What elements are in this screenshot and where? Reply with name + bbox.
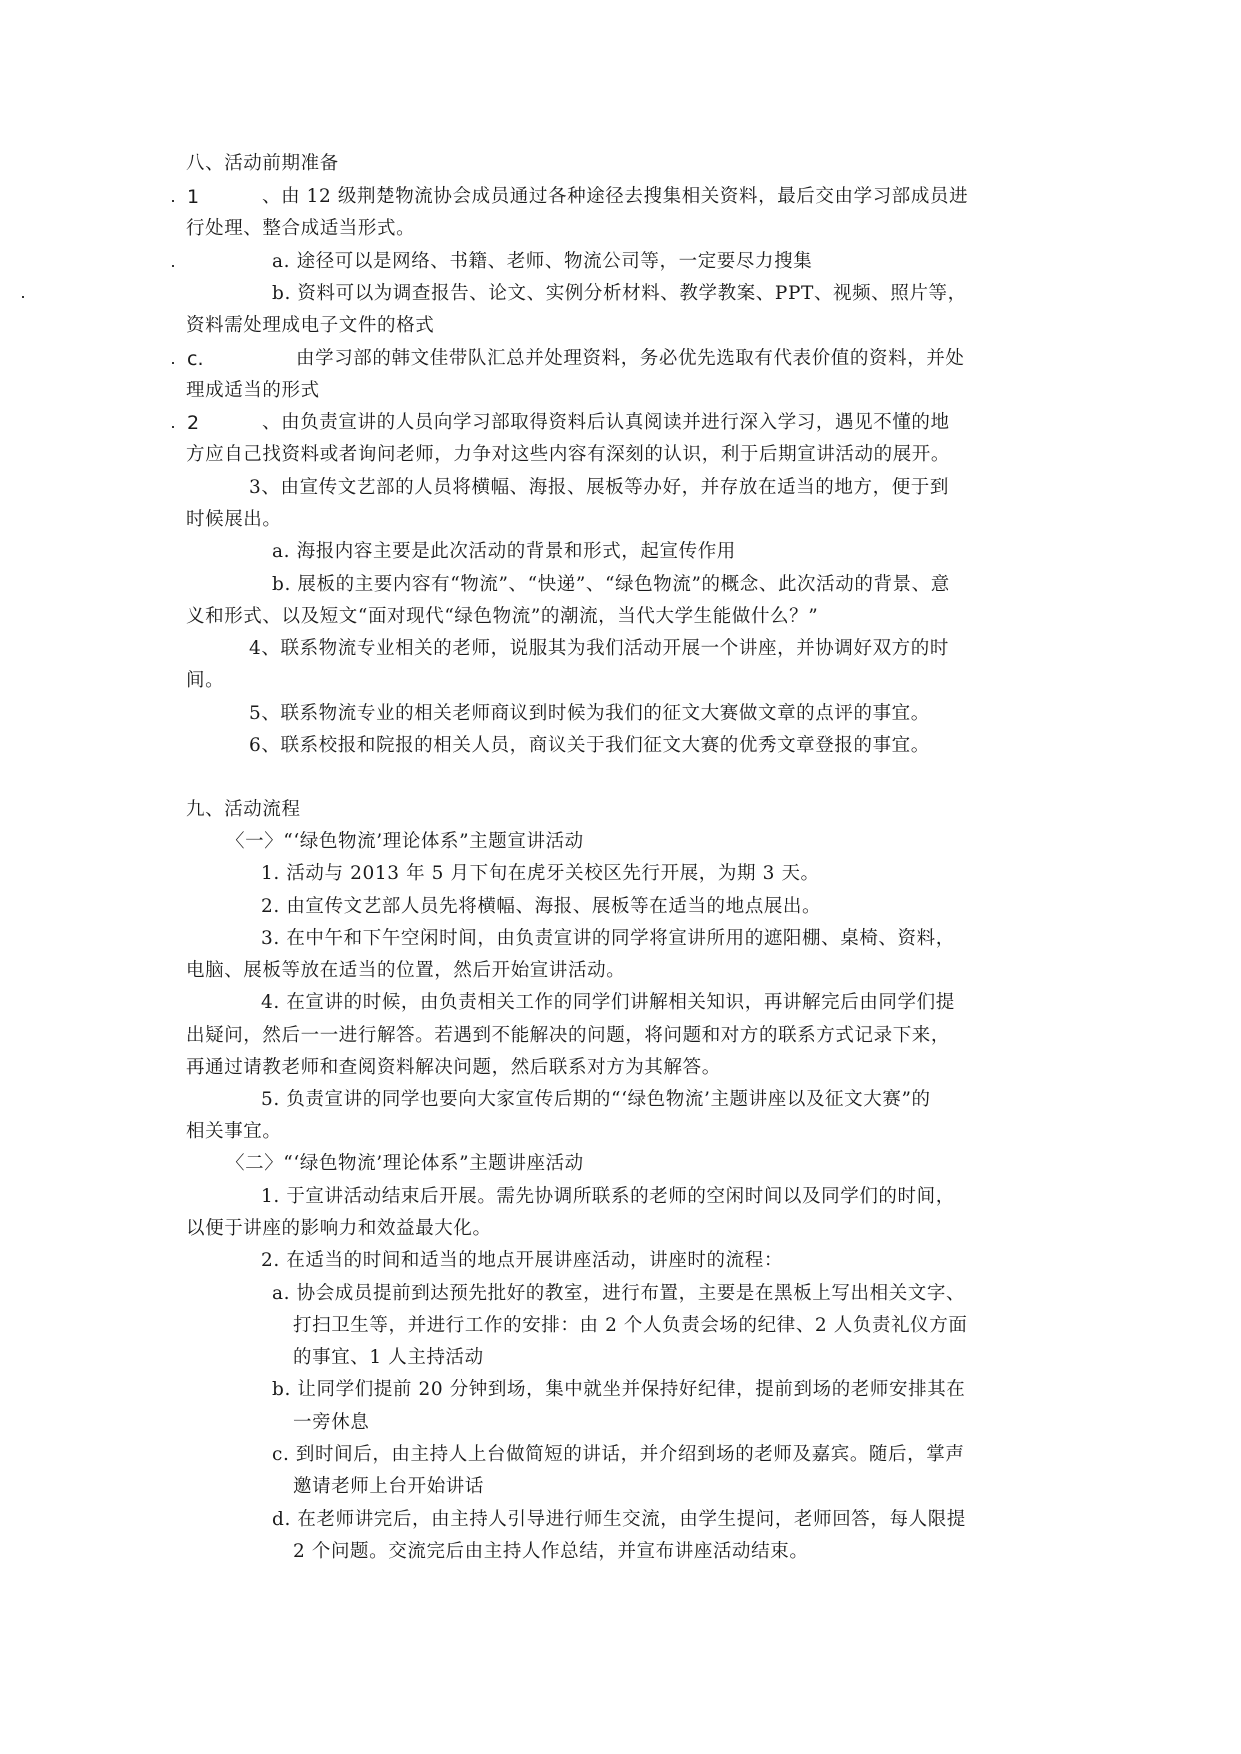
paragraph-line: 相关事宜。 bbox=[186, 1121, 282, 1142]
paragraph-line: 4、联系物流专业相关的老师，说服其为我们活动开展一个讲座，并协调好双方的时 bbox=[249, 638, 949, 659]
list-item: 2. 在适当的时间和适当的地点开展讲座活动，讲座时的流程： bbox=[261, 1250, 783, 1271]
paragraph-line: 2 个问题。交流完后由主持人作总结，并宣布讲座活动结束。 bbox=[293, 1541, 809, 1562]
paragraph-line: 再通过请教老师和查阅资料解决问题，然后联系对方为其解答。 bbox=[186, 1057, 721, 1078]
paragraph-line: 打扫卫生等，并进行工作的安排：由 2 个人负责会场的纪律、2 人负责礼仪方面 bbox=[293, 1315, 968, 1336]
list-number: 1 bbox=[187, 186, 200, 208]
list-item: 1. 于宣讲活动结束后开展。需先协调所联系的老师的空闲时间以及同学们的时间， bbox=[261, 1186, 955, 1207]
paragraph-line: 间。 bbox=[186, 670, 225, 691]
list-item: a. 途径可以是网络、书籍、老师、物流公司等，一定要尽力搜集 bbox=[272, 251, 813, 272]
subsection-heading: 〈一〉“‘绿色物流’理论体系”主题宣讲活动 bbox=[226, 831, 584, 852]
margin-mark bbox=[22, 296, 24, 298]
list-bullet-mark bbox=[172, 265, 174, 267]
paragraph-line: 6、联系校报和院报的相关人员，商议关于我们征文大赛的优秀文章登报的事宜。 bbox=[249, 735, 930, 756]
section-heading: 八、活动前期准备 bbox=[186, 153, 339, 174]
paragraph-line: 电脑、展板等放在适当的位置，然后开始宣讲活动。 bbox=[186, 960, 626, 981]
paragraph-line: 出疑问，然后一一进行解答。若遇到不能解决的问题，将问题和对方的联系方式记录下来， bbox=[186, 1025, 951, 1046]
paragraph-line: 邀请老师上台开始讲话 bbox=[293, 1476, 485, 1497]
paragraph-line: 、由负责宣讲的人员向学习部取得资料后认真阅读并进行深入学习，遇见不懂的地 bbox=[262, 412, 950, 433]
list-item: a. 海报内容主要是此次活动的背景和形式，起宣传作用 bbox=[272, 541, 736, 562]
list-item: 1. 活动与 2013 年 5 月下旬在虎牙关校区先行开展，为期 3 天。 bbox=[261, 863, 820, 884]
paragraph-line: 一旁休息 bbox=[293, 1412, 370, 1433]
section-heading: 九、活动流程 bbox=[186, 799, 301, 820]
paragraph-line: 、由 12 级荆楚物流协会成员通过各种途径去搜集相关资料，最后交由学习部成员进 bbox=[262, 186, 969, 207]
list-item: 5. 负责宣讲的同学也要向大家宣传后期的“‘绿色物流’主题讲座以及征文大赛”的 bbox=[261, 1089, 931, 1110]
list-number: 2 bbox=[187, 412, 200, 434]
list-bullet-mark bbox=[172, 426, 174, 428]
paragraph-line: 3、由宣传文艺部的人员将横幅、海报、展板等办好，并存放在适当的地方，便于到 bbox=[249, 477, 949, 498]
paragraph-line: 以便于讲座的影响力和效益最大化。 bbox=[186, 1218, 492, 1239]
list-item: 3. 在中午和下午空闲时间，由负责宣讲的同学将宣讲所用的遮阳棚、桌椅、资料， bbox=[261, 928, 955, 949]
list-bullet-mark bbox=[172, 200, 174, 202]
list-item: b. 展板的主要内容有“物流”、“快递”、“绿色物流”的概念、此次活动的背景、意 bbox=[272, 574, 950, 595]
paragraph-line: 5、联系物流专业的相关老师商议到时候为我们的征文大赛做文章的点评的事宜。 bbox=[249, 703, 930, 724]
paragraph-line: 义和形式、以及短文“面对现代“绿色物流”的潮流，当代大学生能做什么？” bbox=[186, 606, 819, 627]
list-item: c. 到时间后，由主持人上台做简短的讲话，并介绍到场的老师及嘉宾。随后，掌声 bbox=[272, 1444, 965, 1465]
paragraph-line: 的事宜、1 人主持活动 bbox=[293, 1347, 484, 1368]
paragraph-line: 方应自己找资料或者询问老师，力争对这些内容有深刻的认识，利于后期宣讲活动的展开。 bbox=[186, 444, 951, 465]
paragraph-line: 由学习部的韩文佳带队汇总并处理资料，务必优先选取有代表价值的资料，并处 bbox=[296, 348, 965, 369]
paragraph-line: 理成适当的形式 bbox=[186, 380, 320, 401]
list-item: b. 资料可以为调查报告、论文、实例分析材料、教学教案、PPT、视频、照片等， bbox=[272, 283, 967, 304]
list-item: d. 在老师讲完后，由主持人引导进行师生交流，由学生提问，老师回答，每人限提 bbox=[272, 1509, 966, 1530]
paragraph-line: 资料需处理成电子文件的格式 bbox=[186, 315, 435, 336]
list-item: 2. 由宣传文艺部人员先将横幅、海报、展板等在适当的地点展出。 bbox=[261, 896, 822, 917]
list-item: b. 让同学们提前 20 分钟到场，集中就坐并保持好纪律，提前到场的老师安排其在 bbox=[272, 1379, 966, 1400]
paragraph-line: 行处理、整合成适当形式。 bbox=[186, 218, 416, 239]
subsection-heading: 〈二〉“‘绿色物流’理论体系”主题讲座活动 bbox=[226, 1153, 584, 1174]
list-letter: c. bbox=[187, 348, 204, 370]
list-item: 4. 在宣讲的时候，由负责相关工作的同学们讲解相关知识，再讲解完后由同学们提 bbox=[261, 992, 955, 1013]
paragraph-line: 时候展出。 bbox=[186, 509, 282, 530]
list-item: a. 协会成员提前到达预先批好的教室，进行布置，主要是在黑板上写出相关文字、 bbox=[272, 1283, 966, 1304]
list-bullet-mark bbox=[172, 362, 174, 364]
